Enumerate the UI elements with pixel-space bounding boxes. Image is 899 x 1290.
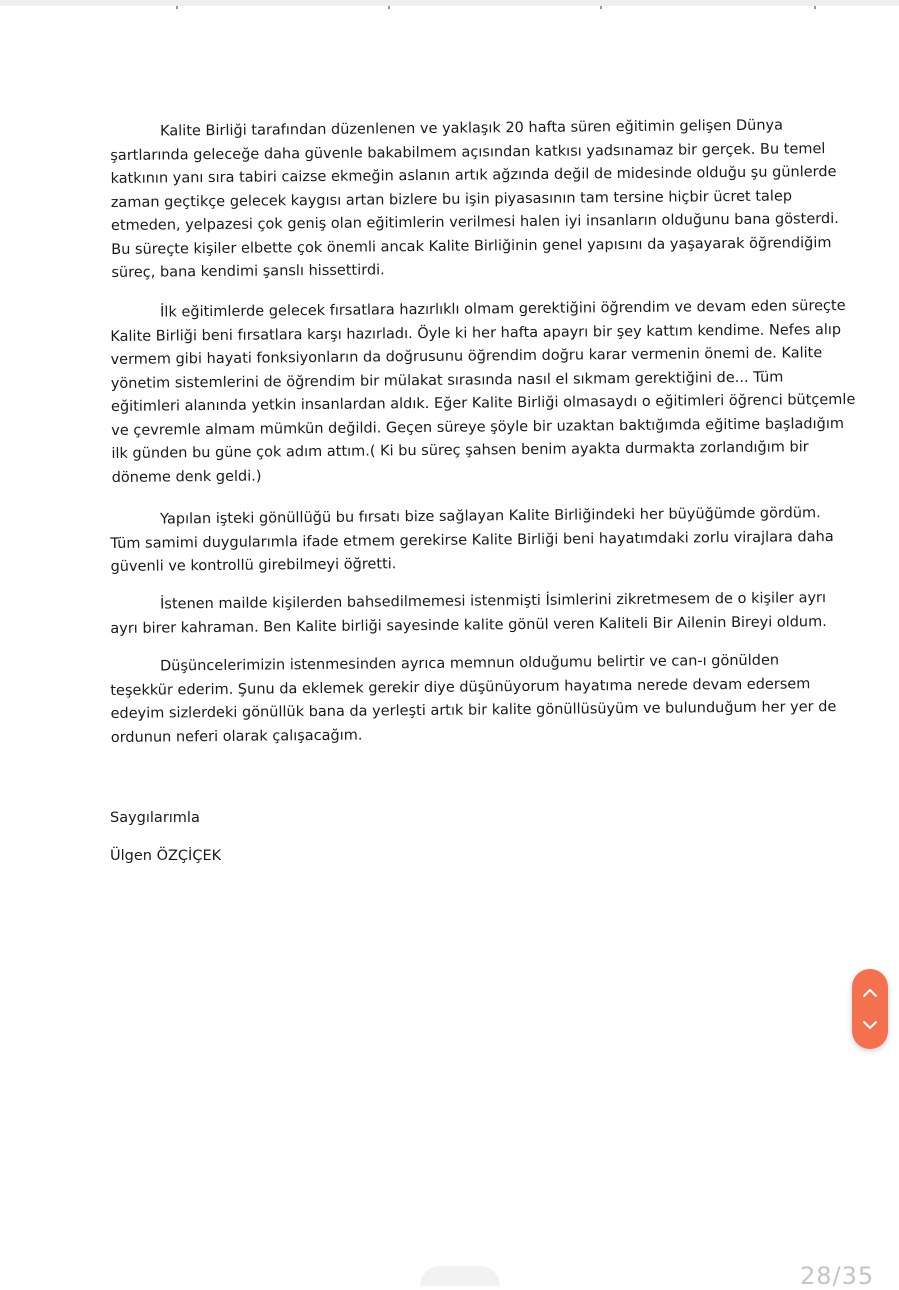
text-line: Düşüncelerimizin istenmesinden ayrıca memnun olduğumu belirtir ve can-ı gönülden — [160, 652, 780, 675]
text-line: şartlarında geleceğe daha güvenle bakabilmem açısından katkısı yadsınamaz bir gerçek. Bu temel — [110, 140, 826, 164]
text-line: ordunun neferi olarak çalışacağım. — [110, 727, 363, 746]
text-line: zaman geçtikçe gelecek kaygısı artan bizlere bu işin piyasasının tam tersine hiçbir ücret talep — [110, 187, 793, 211]
text-line: Bu süreçte kişiler elbette çok önemli ancak Kalite Birliğinin genel yapısını da yaşayarak öğrendiğim — [111, 234, 832, 258]
text-line: etmeden, yelpazesi çok geniş olan eğitimlerin verilmesi halen iyi insanların olduğunu bana gösterdi. — [110, 211, 839, 234]
text-line: Tüm samimi duygularımla ifade etmem gerekirse Kalite Birliği beni hayatımdaki zorlu virajlara daha — [110, 528, 834, 552]
chevron-up-icon — [862, 988, 878, 998]
text-line: eğitimleri alanında yetkin insanlardan aldık. Eğer Kalite Birliği olmasaydı o eğitimleri öğrenci bütçemle — [110, 391, 856, 415]
paragraph-4 — [110, 587, 827, 641]
text-line: Kalite Birliği tarafından düzenlenen ve yaklaşık 20 hafta süren eğitimin gelişen Dünya — [160, 117, 784, 140]
page-indicator: 28/35 — [800, 1262, 875, 1290]
closing-text: Saygılarımla — [110, 810, 200, 826]
text-line: İlk eğitimlerde gelecek fırsatlara hazırlıklı olmam gerektiğini öğrendim ve devam eden süreçte — [160, 297, 846, 321]
paragraph-2 — [110, 295, 856, 490]
page-nav-control — [852, 969, 888, 1049]
text-line: Kalite Birliği beni fırsatlara karşı hazırladı. Öyle ki her hafta apayrı bir şey kattım kendime. Nefes alıp — [110, 321, 842, 345]
signature-name: Ülgen ÖZÇİÇEK — [110, 848, 222, 864]
text-line: Yapılan işteki gönüllüğü bu fırsatı bize sağlayan Kalite Birliğindeki her büyüğümde gördüm. — [160, 505, 821, 528]
paragraph-3 — [110, 502, 834, 579]
text-line: ilk günden bu güne çok adım attım.( Ki bu süreç şahsen benim ayakta durmakta zorlandığım bir — [111, 439, 809, 462]
text-line: katkının yanı sıra tabiri caizse ekmeğin aslanın artık ağzında değil de midesinde olduğu şu günlerde — [110, 164, 837, 187]
chevron-down-icon — [862, 1020, 878, 1030]
text-line: ayrı birer kahraman. Ben Kalite birliği sayesinde kalite gönül veren Kaliteli Bir Ailenin Bireyi oldum. — [110, 613, 827, 637]
text-line: vermem gibi hayati fonksiyonların da doğrusunu öğrendim doğru karar vermenin önemi de. Kalite — [110, 345, 823, 368]
text-line: güvenli ve kontrollü girebilmeyi öğretti. — [110, 556, 397, 575]
text-line: edeyim sizlerdeki gönüllük bana da yerleşti artık bir kalite gönüllüsüyüm ve bulunduğum her yer de — [110, 699, 837, 722]
next-page-button[interactable] — [852, 1007, 888, 1043]
paragraph-5 — [110, 649, 837, 750]
previous-page-button[interactable] — [852, 975, 888, 1011]
paragraph-1 — [110, 114, 839, 285]
text-line: teşekkür ederim. Şunu da eklemek gerekir diye düşünüyorum hayatıma nerede devam edersem — [110, 675, 811, 699]
text-line: döneme denk geldi.) — [111, 468, 262, 486]
text-line: İstenen mailde kişilerden bahsedilmemesi istenmişti İsimlerini zikretmesem de o kişiler ayrı — [160, 590, 827, 613]
text-line: ve çevremle almam mümkün değildi. Geçen süreye şöyle bir uzaktan baktığımda eğitime başladığım — [111, 415, 845, 439]
text-line: süreç, bana kendimi şanslı hissettirdi. — [111, 262, 385, 281]
text-line: yönetim sistemlerini de öğrendim bir mülakat sırasında nasıl el sıkmam gerektiğini de... Tüm — [110, 369, 784, 392]
scroll-handle[interactable] — [420, 1266, 500, 1286]
